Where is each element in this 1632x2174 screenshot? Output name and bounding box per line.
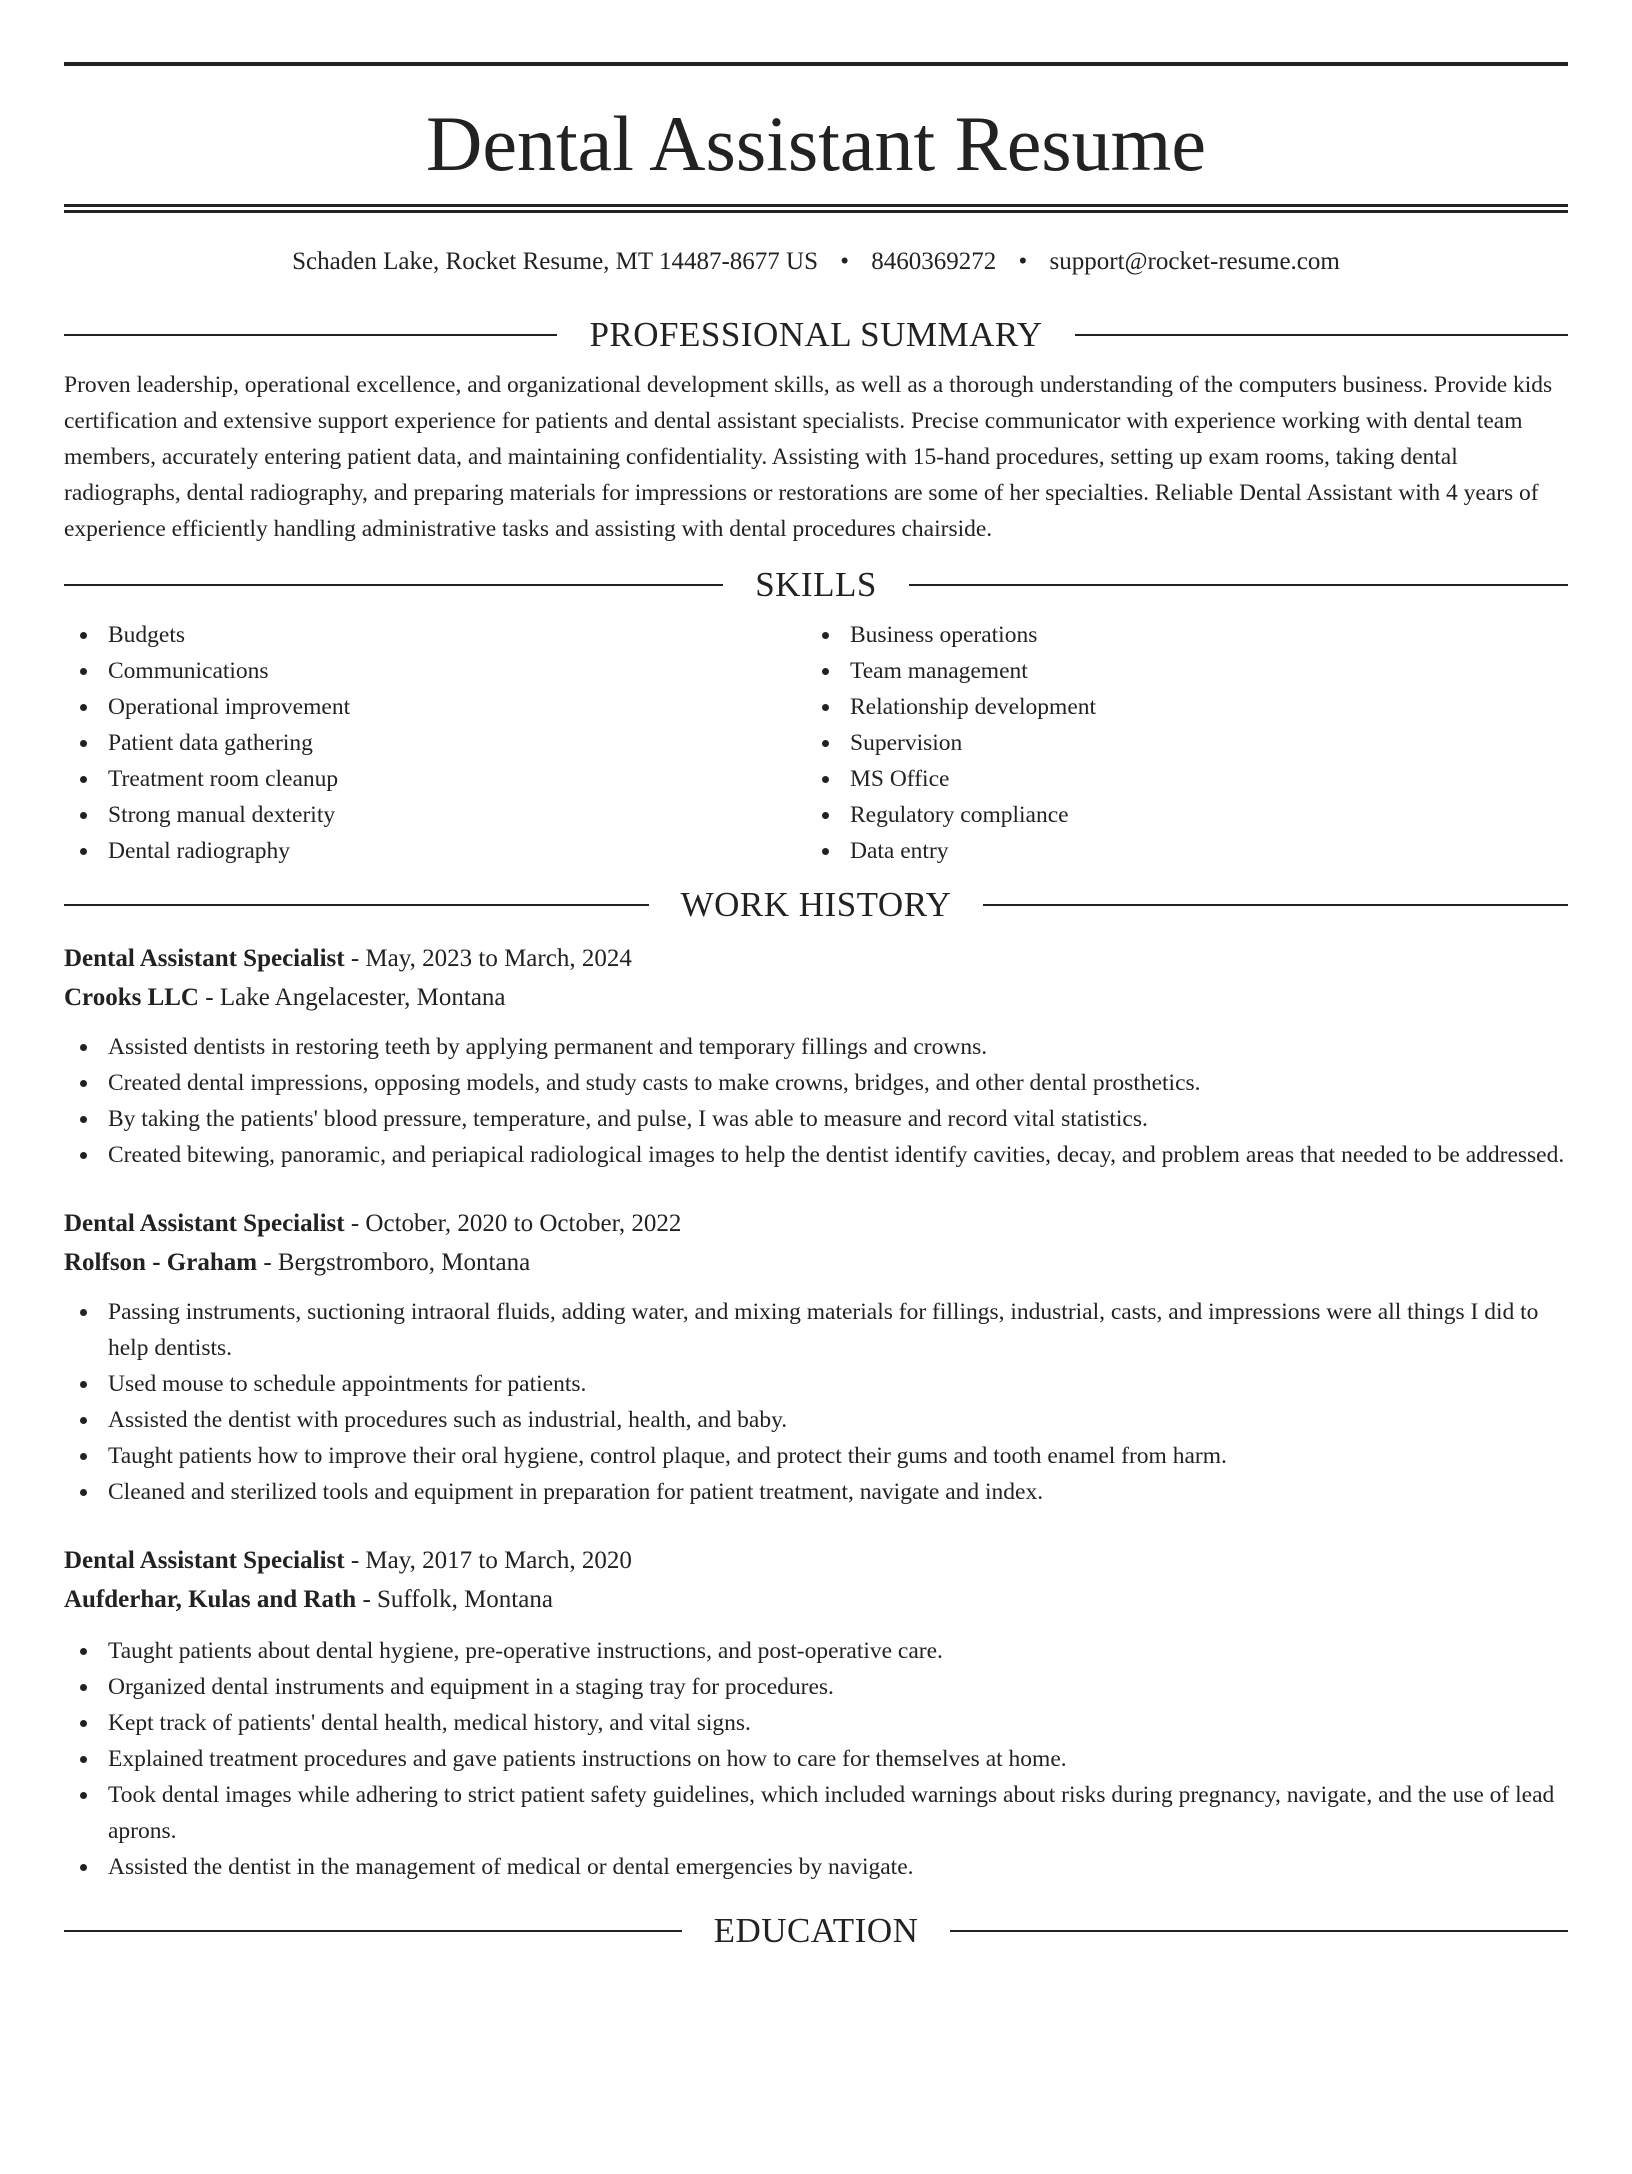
job-title-line — [64, 1204, 1568, 1243]
job-dates: - May, 2023 to March, 2024 — [344, 945, 632, 972]
job-duties — [64, 1294, 1568, 1510]
skills-column-right — [806, 617, 1548, 869]
section-header-work-history — [64, 885, 1568, 925]
duty-item: Assisted the dentist in the management of medical or dental emergencies by navigate. — [64, 1849, 1568, 1885]
job-company: Rolfson - Graham — [64, 1249, 258, 1276]
skill-item: Patient data gathering — [64, 725, 806, 761]
job-duties — [64, 1633, 1568, 1885]
skill-item: Treatment room cleanup — [64, 761, 806, 797]
skill-item: Data entry — [806, 833, 1548, 869]
duty-item: Organized dental instruments and equipment in a staging tray for procedures. — [64, 1669, 1568, 1705]
duty-item: Passing instruments, suctioning intraoral fluids, adding water, and mixing materials for fillings, industrial, casts, and impressions were all things I did to help dentists. — [64, 1294, 1568, 1366]
duty-item: By taking the patients' blood pressure, temperature, and pulse, I was able to measure and record vital statistics. — [64, 1101, 1568, 1137]
skill-item: MS Office — [806, 761, 1548, 797]
section-title-education: EDUCATION — [713, 1911, 919, 1950]
section-header-education — [64, 1911, 1568, 1951]
job-title: Dental Assistant Specialist — [64, 1210, 345, 1237]
section-rule — [909, 584, 1568, 586]
title-double-rule — [64, 204, 1568, 213]
job-title-line — [64, 939, 1568, 978]
job-location: - Suffolk, Montana — [356, 1586, 553, 1613]
job-entry — [64, 1204, 1568, 1510]
resume-title: Dental Assistant Resume — [426, 100, 1206, 187]
duty-item: Taught patients about dental hygiene, pre-operative instructions, and post-operative care. — [64, 1633, 1568, 1669]
skills-column-left — [64, 617, 806, 869]
job-entry — [64, 1541, 1568, 1885]
job-dates: - October, 2020 to October, 2022 — [344, 1210, 682, 1237]
job-company: Crooks LLC — [64, 984, 199, 1011]
duty-item: Created bitewing, panoramic, and periapical radiological images to help the dentist identify cavities, decay, and problem areas that needed to be addressed. — [64, 1137, 1568, 1173]
job-company-line — [64, 1243, 1568, 1282]
job-company-line — [64, 1580, 1568, 1619]
contact-address: Schaden Lake, Rocket Resume, MT 14487-8677 US — [292, 248, 818, 275]
skill-item: Dental radiography — [64, 833, 806, 869]
contact-phone: 8460369272 — [871, 248, 997, 275]
section-rule — [983, 904, 1568, 906]
job-company: Aufderhar, Kulas and Rath — [64, 1586, 357, 1613]
skill-item: Relationship development — [806, 689, 1548, 725]
job-location: - Lake Angelacester, Montana — [199, 984, 506, 1011]
job-dates: - May, 2017 to March, 2020 — [344, 1547, 632, 1574]
contact-email[interactable]: support@rocket-resume.com — [1049, 248, 1340, 275]
contact-separator: • — [840, 248, 850, 275]
section-title-summary: PROFESSIONAL SUMMARY — [589, 315, 1043, 354]
contact-line — [64, 245, 1568, 279]
skill-item: Budgets — [64, 617, 806, 653]
duty-item: Cleaned and sterilized tools and equipment in preparation for patient treatment, navigate and index. — [64, 1474, 1568, 1510]
section-title-skills: SKILLS — [755, 565, 877, 604]
contact-separator: • — [1018, 248, 1028, 275]
section-title-work-history: WORK HISTORY — [680, 885, 952, 924]
duty-item: Used mouse to schedule appointments for patients. — [64, 1366, 1568, 1402]
skill-item: Operational improvement — [64, 689, 806, 725]
duty-item: Assisted the dentist with procedures such as industrial, health, and baby. — [64, 1402, 1568, 1438]
skill-item: Regulatory compliance — [806, 797, 1548, 833]
duty-item: Assisted dentists in restoring teeth by applying permanent and temporary fillings and crowns. — [64, 1029, 1568, 1065]
skill-item: Supervision — [806, 725, 1548, 761]
section-rule — [1075, 334, 1568, 336]
top-rule — [64, 62, 1568, 66]
resume-page — [0, 62, 1632, 2174]
job-company-line — [64, 978, 1568, 1017]
duty-item: Took dental images while adhering to strict patient safety guidelines, which included warnings about risks during pregnancy, navigate, and the use of lead aprons. — [64, 1777, 1568, 1849]
skill-item: Communications — [64, 653, 806, 689]
job-duties — [64, 1029, 1568, 1173]
skill-item: Strong manual dexterity — [64, 797, 806, 833]
section-header-skills — [64, 565, 1568, 605]
duty-item: Explained treatment procedures and gave patients instructions on how to care for themselves at home. — [64, 1741, 1568, 1777]
section-rule — [64, 1930, 682, 1932]
duty-item: Created dental impressions, opposing models, and study casts to make crowns, bridges, and other dental prosthetics. — [64, 1065, 1568, 1101]
section-rule — [64, 334, 557, 336]
job-title: Dental Assistant Specialist — [64, 945, 345, 972]
section-rule — [64, 584, 723, 586]
section-header-summary — [64, 315, 1568, 355]
job-title-line — [64, 1541, 1568, 1580]
duty-item: Kept track of patients' dental health, medical history, and vital signs. — [64, 1705, 1568, 1741]
section-rule — [950, 1930, 1568, 1932]
duty-item: Taught patients how to improve their oral hygiene, control plaque, and protect their gums and tooth enamel from harm. — [64, 1438, 1568, 1474]
job-title: Dental Assistant Specialist — [64, 1547, 345, 1574]
job-location: - Bergstromboro, Montana — [257, 1249, 531, 1276]
job-entry — [64, 939, 1568, 1173]
section-rule — [64, 904, 649, 906]
skill-item: Team management — [806, 653, 1548, 689]
skill-item: Business operations — [806, 617, 1548, 653]
summary-text: Proven leadership, operational excellence, and organizational development skills, as well as a thorough understanding of the computers business. Provide kids certification and extensive support experience for patients and dental assistant specialists. Precise communicator with experience working with dental team members, accurately entering patient data, and maintaining confidentiality. Assisting with 15-hand procedures, setting up exam rooms, taking dental radiographs, dental radiography, and preparing materials for impressions or restorations are some of her specialties. Reliable Dental Assistant with 4 years of experience efficiently handling administrative tasks and assisting with dental procedures chairside. — [64, 372, 1553, 542]
skills-list — [64, 617, 1568, 869]
